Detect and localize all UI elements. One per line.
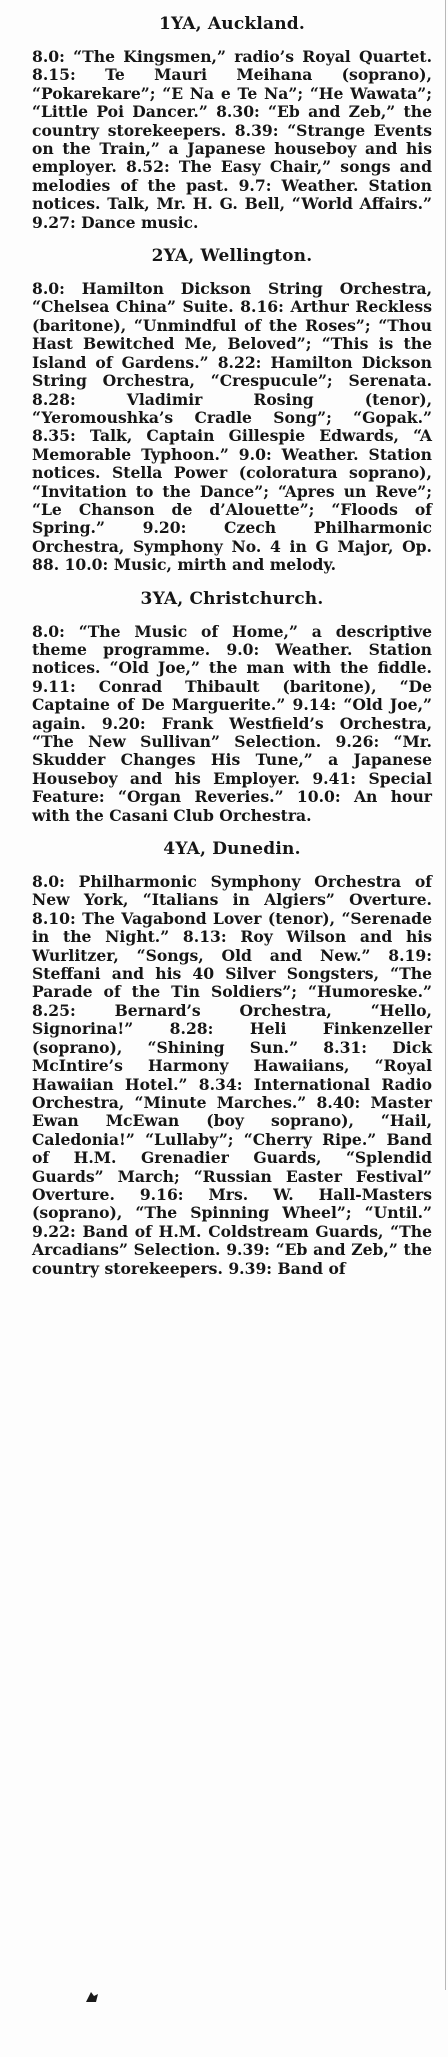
station-section-dunedin — [32, 825, 432, 1278]
station-section-christchurch — [32, 575, 432, 825]
station-heading: 2YA, Wellington. — [151, 246, 313, 267]
station-heading: 4YA, Dunedin. — [163, 839, 301, 860]
programme-text: 8.0: “The Kingsmen,” radio’s Royal Quartet. 8.15: Te Mauri Meihana (soprano), “Pokarekare”; “E Na e Te Na”; “He Wawata”; “Little Poi Dancer.” 8.30: “Eb and Zeb,” the country storekeepers. 8.39: “Strange Events on the Train,” a Japanese houseboy and his employer. 8.52: The Easy Chair,” songs and melodies of the past. 9.7: Weather. Station notices. Talk, Mr. H. G. Bell, “World Affairs.” 9.27: Dance music. — [32, 47, 432, 232]
programme-text: 8.0: Philharmonic Symphony Orchestra of New York, “Italians in Algiers” Overture. 8.10: The Vagabond Lover (tenor), “Serenade in the Night.” 8.13: Roy Wilson and his Wurlitzer, “Songs, Old and New.” 8.19: Steffani and his 40 Silver Songsters, “The Parade of the Tin Soldiers”; “Humoreske.” 8.25: Bernard’s Orchestra, “Hello, Signorina!” 8.28: Heli Finkenzeller (soprano), “Shining Sun.” 8.31: Dick McIntire’s Harmony Hawaiians, “Royal Hawaiian Hotel.” 8.34: International Radio Orchestra, “Minute Marches.” 8.40: Master Ewan McEwan (boy soprano), “Hail, Caledonia!” “Lullaby”; “Cherry Ripe.” Band of H.M. Grenadier Guards, “Splendid Guards” March; “Russian Easter Festival” Overture. 9.16: Mrs. W. Hall-Masters (soprano), “The Spinning Wheel”; “Until.” 9.22: Band of H.M. Coldstream Guards, “The Arcadians” Selection. 9.39: “Eb and Zeb,” the country storekeepers. 9.39: Band of — [32, 872, 432, 1278]
column-rule — [445, 0, 446, 1990]
station-section-auckland — [32, 0, 432, 232]
programme-text: 8.0: Hamilton Dickson String Orchestra, “Chelsea China” Suite. 8.16: Arthur Reckless (baritone), “Unmindful of the Roses”; “Thou Hast Bewitched Me, Beloved”; “This is the Island of Gardens.” 8.22: Hamilton Dickson String Orchestra, “Crespucule”; Serenata. 8.28: Vladimir Rosing (tenor), “Yeromoushka’s Cradle Song”; “Gopak.” 8.35: Talk, Captain Gillespie Edwards, “A Memorable Typhoon.” 9.0: Weather. Station notices. Stella Power (coloratura soprano), “Invitation to the Dance”; “Apres un Reve”; “Le Chanson de d’Alouette”; “Floods of Spring.” 9.20: Czech Philharmonic Orchestra, Symphony No. 4 in G Major, Op. 88. 10.0: Music, mirth and melody. — [32, 279, 432, 575]
station-section-wellington — [32, 232, 432, 575]
ink-blot-mark — [84, 1990, 100, 2004]
station-heading: 1YA, Auckland. — [158, 14, 306, 34]
programme-text: 8.0: “The Music of Home,” a descriptive theme programme. 9.0: Weather. Station notices. “Old Joe,” the man with the fiddle. 9.11: Conrad Thibault (baritone), “De Captaine of De Marguerite.” 9.14: “Old Joe,” again. 9.20: Frank Westfield’s Orchestra, “The New Sullivan” Selection. 9.26: “Mr. Skudder Changes His Tune,” a Japanese Houseboy and his Employer. 9.41: Special Feature: “Organ Reveries.” 10.0: An hour with the Casani Club Orchestra. — [32, 621, 432, 825]
station-heading: 3YA, Christchurch. — [140, 588, 324, 609]
listing-column — [32, 0, 432, 1278]
